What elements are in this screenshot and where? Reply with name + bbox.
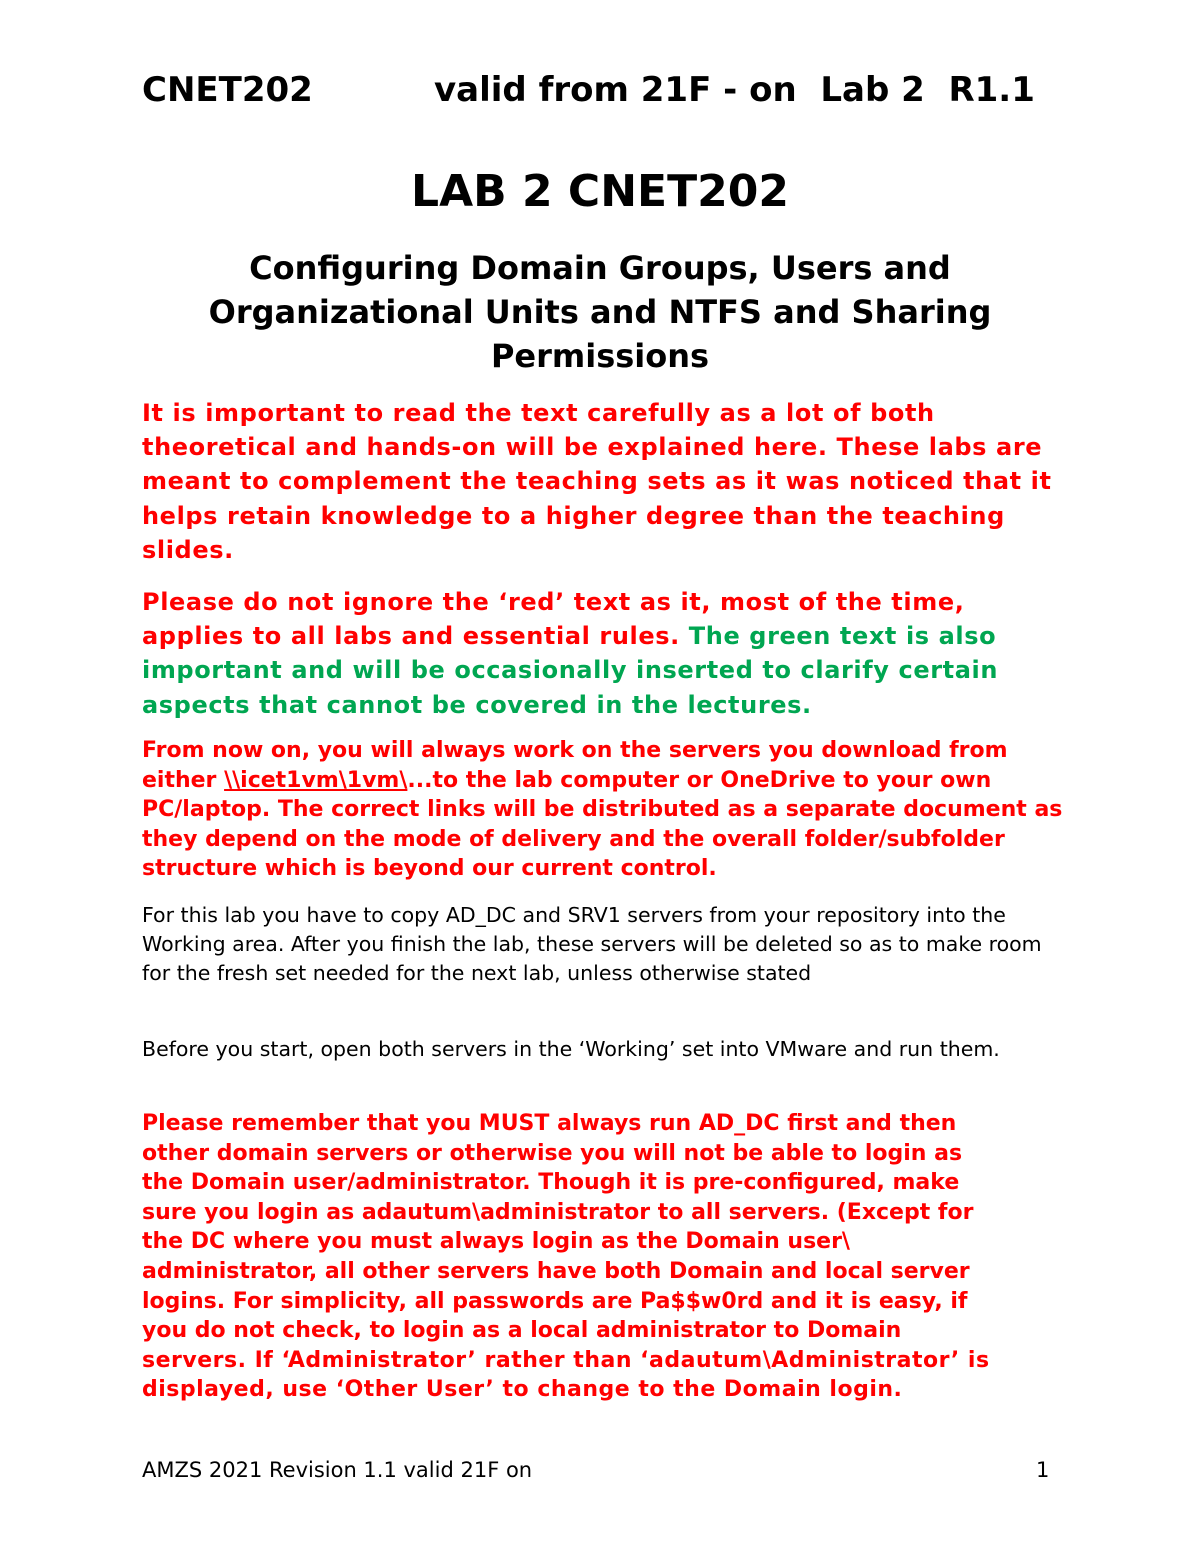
intro-paragraph: It is important to read the text carefully as a lot of both theoretical and hands-on will be explained here. These labs are meant to complement the teaching sets as it was noticed that it helps retain knowledge to a higher degree than the teaching slides. [142, 399, 1052, 564]
login-warning-line: logins. For simplicity, all passwords are Pa$$w0rd and it is easy, if [142, 1288, 968, 1314]
login-warning-line: displayed, use ‘Other User’ to change to the Domain login. [142, 1377, 903, 1403]
login-warning-line: other domain servers or otherwise you will not be able to login as [142, 1140, 963, 1166]
page-number: 1 [1036, 1458, 1050, 1482]
login-warning-line: the Domain user/administrator. Though it is pre-configured, make [142, 1170, 960, 1196]
color-legend-paragraph [142, 585, 1067, 722]
login-warning-line: the DC where you must always login as the Domain user\ [142, 1229, 850, 1255]
green-text-note: The green text is also important and will be occasionally inserted to clarify certain aspects that cannot be covered in the lectures. [142, 622, 999, 719]
copy-instructions-paragraph: For this lab you have to copy AD_DC and SRV1 servers from your repository into the Working area. After you finish the lab, these servers will be deleted so as to make room for the fresh set needed for the next lab, unless otherwise stated [142, 903, 1042, 985]
page-header [142, 70, 1062, 114]
start-instructions-paragraph: Before you start, open both servers in the ‘Working’ set into VMware and run them. [142, 1037, 1000, 1061]
login-warning-line: sure you login as adautum\administrator to all servers. (Except for [142, 1199, 974, 1225]
servers-note-start: From now on, you will always work on the servers you download from either [142, 738, 1008, 793]
servers-download-paragraph [142, 736, 1067, 884]
login-warning-line: administrator, all other servers have both Domain and local server [142, 1258, 970, 1284]
footer-text: AMZS 2021 Revision 1.1 valid 21F on [142, 1458, 533, 1482]
network-share-link[interactable]: \\icet1vm\1vm\ [224, 767, 408, 793]
login-warning-paragraph [142, 1109, 1067, 1405]
login-warning-line: you do not check, to login as a local administrator to Domain [142, 1318, 902, 1344]
document-subtitle: Configuring Domain Groups, Users and Organizational Units and NTFS and Sharing Permissions [208, 249, 992, 375]
header-course-code: CNET202 [142, 70, 313, 110]
login-warning-line: servers. If ‘Administrator’ rather than ‘adautum\Administrator’ is [142, 1347, 990, 1373]
login-warning-line: Please remember that you MUST always run AD_DC first and then [142, 1111, 957, 1136]
header-validity: valid from 21F - on Lab 2 R1.1 [434, 70, 1035, 110]
document-title: LAB 2 CNET202 [411, 166, 789, 217]
red-text-note: Please do not ignore the ‘red’ text as it, most of the time, applies to all labs and essential rules. [142, 588, 965, 651]
servers-note-end: ...to the lab computer or OneDrive to your own PC/laptop. The correct links will be distributed as a separate document as they depend on the mode of delivery and the overall folder/subfolder structure which is beyond our current control. [142, 767, 1063, 882]
